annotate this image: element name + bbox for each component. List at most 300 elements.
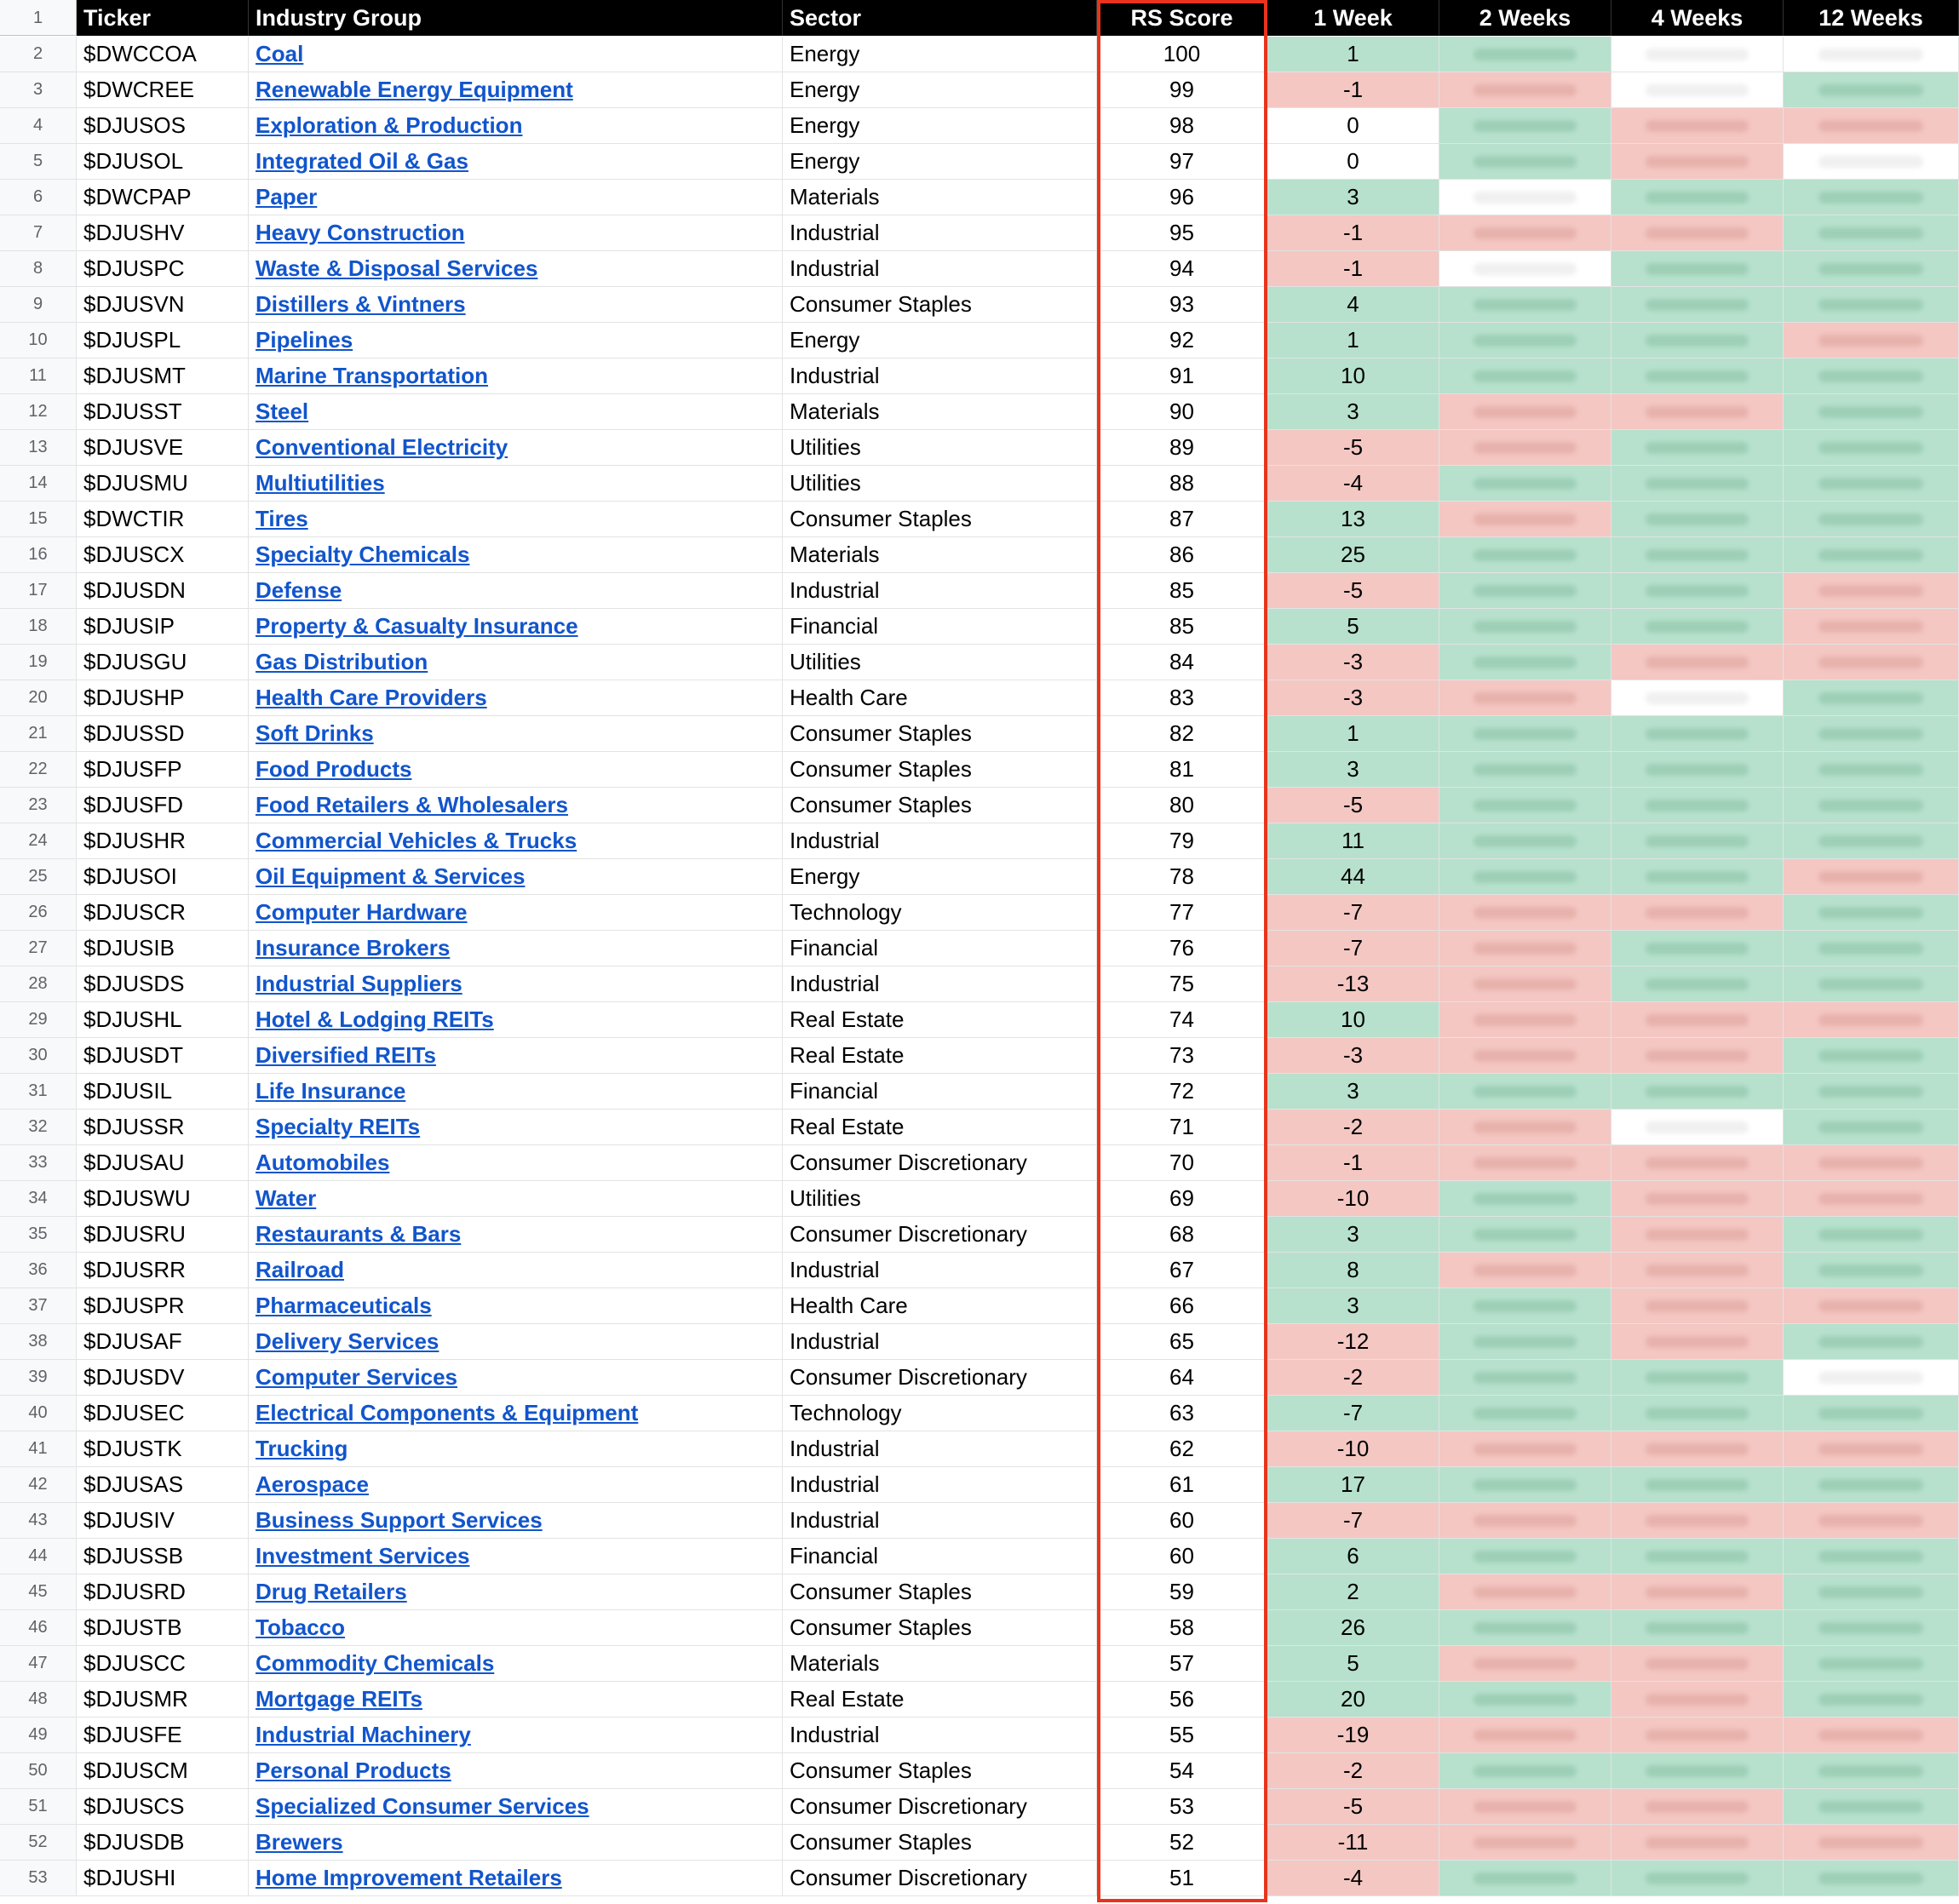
week1-change-cell[interactable]: -5 [1267,1789,1439,1825]
industry-group-link[interactable]: Paper [256,184,318,209]
ticker-cell[interactable]: $DJUSSB [77,1539,249,1574]
industry-group-cell[interactable] [249,215,783,251]
rs-score-cell[interactable]: 58 [1097,1610,1267,1646]
industry-group-cell[interactable] [249,1718,783,1753]
ticker-cell[interactable]: $DJUSFP [77,752,249,788]
industry-group-cell[interactable] [249,1002,783,1038]
industry-group-cell[interactable] [249,1574,783,1610]
industry-group-cell[interactable] [249,716,783,752]
week12-blurred-cell[interactable] [1784,1789,1959,1825]
industry-group-cell[interactable] [249,1074,783,1110]
industry-group-link[interactable]: Diversified REITs [256,1042,436,1068]
ticker-cell[interactable]: $DJUSVE [77,430,249,466]
week12-blurred-cell[interactable] [1784,752,1959,788]
week4-blurred-cell[interactable] [1611,716,1784,752]
row-number[interactable]: 12 [0,394,77,430]
week12-blurred-cell[interactable] [1784,1753,1959,1789]
industry-group-cell[interactable] [249,37,783,72]
week2-blurred-cell[interactable] [1439,323,1611,358]
week1-change-cell[interactable]: -10 [1267,1181,1439,1217]
week1-change-cell[interactable]: -1 [1267,72,1439,108]
week1-change-cell[interactable]: 11 [1267,823,1439,859]
rs-score-cell[interactable]: 76 [1097,931,1267,966]
week2-blurred-cell[interactable] [1439,537,1611,573]
week2-blurred-cell[interactable] [1439,1396,1611,1431]
row-number[interactable]: 1 [0,0,77,36]
row-number[interactable]: 39 [0,1360,77,1396]
industry-group-cell[interactable] [249,1145,783,1181]
ticker-cell[interactable]: $DJUSVN [77,287,249,323]
rs-score-cell[interactable]: 68 [1097,1217,1267,1253]
industry-group-link[interactable]: Automobiles [256,1150,390,1175]
rs-score-cell[interactable]: 97 [1097,144,1267,180]
sector-cell[interactable]: Financial [783,931,1097,966]
ticker-cell[interactable]: $DJUSHR [77,823,249,859]
rs-score-cell[interactable]: 78 [1097,859,1267,895]
ticker-cell[interactable]: $DJUSSD [77,716,249,752]
rs-score-cell[interactable]: 86 [1097,537,1267,573]
week1-change-cell[interactable]: -1 [1267,251,1439,287]
ticker-cell[interactable]: $DJUSCC [77,1646,249,1682]
industry-group-cell[interactable] [249,1503,783,1539]
industry-group-link[interactable]: Food Products [256,756,412,782]
rs-score-cell[interactable]: 54 [1097,1753,1267,1789]
week12-blurred-cell[interactable] [1784,1718,1959,1753]
industry-group-link[interactable]: Trucking [256,1436,348,1461]
industry-group-link[interactable]: Heavy Construction [256,220,465,245]
ticker-cell[interactable]: $DJUSGU [77,645,249,680]
week1-change-cell[interactable]: -13 [1267,966,1439,1002]
industry-group-cell[interactable] [249,1288,783,1324]
week4-blurred-cell[interactable] [1611,144,1784,180]
week4-blurred-cell[interactable] [1611,1396,1784,1431]
week2-blurred-cell[interactable] [1439,1825,1611,1861]
week1-change-cell[interactable]: 3 [1267,1288,1439,1324]
week12-blurred-cell[interactable] [1784,144,1959,180]
week2-blurred-cell[interactable] [1439,788,1611,823]
industry-group-link[interactable]: Investment Services [256,1543,470,1569]
rs-score-cell[interactable]: 84 [1097,645,1267,680]
week1-change-cell[interactable]: -7 [1267,895,1439,931]
week1-change-cell[interactable]: -5 [1267,788,1439,823]
rs-score-cell[interactable]: 98 [1097,108,1267,144]
industry-group-link[interactable]: Oil Equipment & Services [256,863,526,889]
row-number[interactable]: 51 [0,1789,77,1825]
week1-change-cell[interactable]: 5 [1267,1646,1439,1682]
industry-group-cell[interactable] [249,573,783,609]
week2-blurred-cell[interactable] [1439,1288,1611,1324]
week2-blurred-cell[interactable] [1439,358,1611,394]
rs-score-cell[interactable]: 66 [1097,1288,1267,1324]
week12-blurred-cell[interactable] [1784,466,1959,502]
week1-change-cell[interactable]: -3 [1267,680,1439,716]
sector-cell[interactable]: Real Estate [783,1682,1097,1718]
rs-score-cell[interactable]: 57 [1097,1646,1267,1682]
week1-change-cell[interactable]: 10 [1267,1002,1439,1038]
week4-blurred-cell[interactable] [1611,1324,1784,1360]
rs-score-cell[interactable]: 96 [1097,180,1267,215]
industry-group-cell[interactable] [249,609,783,645]
week4-blurred-cell[interactable] [1611,931,1784,966]
industry-group-link[interactable]: Hotel & Lodging REITs [256,1006,494,1032]
industry-group-cell[interactable] [249,966,783,1002]
week1-change-cell[interactable]: -2 [1267,1110,1439,1145]
rs-score-cell[interactable]: 65 [1097,1324,1267,1360]
ticker-cell[interactable]: $DJUSHI [77,1861,249,1896]
week4-blurred-cell[interactable] [1611,1145,1784,1181]
week1-change-cell[interactable]: -1 [1267,1145,1439,1181]
week1-change-cell[interactable]: 25 [1267,537,1439,573]
week2-blurred-cell[interactable] [1439,1181,1611,1217]
week12-blurred-cell[interactable] [1784,108,1959,144]
sector-cell[interactable]: Consumer Staples [783,752,1097,788]
week12-blurred-cell[interactable] [1784,1038,1959,1074]
sector-cell[interactable]: Consumer Staples [783,788,1097,823]
sector-cell[interactable]: Utilities [783,1181,1097,1217]
industry-group-link[interactable]: Business Support Services [256,1507,543,1533]
ticker-cell[interactable]: $DJUSWU [77,1181,249,1217]
week1-change-cell[interactable]: 1 [1267,37,1439,72]
week12-blurred-cell[interactable] [1784,1825,1959,1861]
industry-group-link[interactable]: Tobacco [256,1614,345,1640]
industry-group-link[interactable]: Coal [256,41,304,66]
industry-group-cell[interactable] [249,144,783,180]
sector-cell[interactable]: Industrial [783,1324,1097,1360]
ticker-cell[interactable]: $DJUSCS [77,1789,249,1825]
rs-score-cell[interactable]: 82 [1097,716,1267,752]
week4-blurred-cell[interactable] [1611,966,1784,1002]
week1-change-cell[interactable]: -5 [1267,573,1439,609]
industry-group-link[interactable]: Water [256,1185,317,1211]
week2-blurred-cell[interactable] [1439,716,1611,752]
ticker-cell[interactable]: $DJUSCX [77,537,249,573]
row-number[interactable]: 6 [0,180,77,215]
industry-group-cell[interactable] [249,430,783,466]
week1-change-cell[interactable]: 44 [1267,859,1439,895]
industry-group-cell[interactable] [249,752,783,788]
industry-group-link[interactable]: Commodity Chemicals [256,1650,495,1676]
sector-cell[interactable]: Financial [783,1539,1097,1574]
sector-cell[interactable]: Health Care [783,680,1097,716]
industry-group-link[interactable]: Computer Services [256,1364,457,1390]
week2-blurred-cell[interactable] [1439,1789,1611,1825]
ticker-cell[interactable]: $DJUSSR [77,1110,249,1145]
industry-group-link[interactable]: Life Insurance [256,1078,406,1104]
industry-group-cell[interactable] [249,1110,783,1145]
row-number[interactable]: 27 [0,931,77,966]
row-number[interactable]: 3 [0,72,77,108]
week12-blurred-cell[interactable] [1784,502,1959,537]
week1-change-cell[interactable]: 3 [1267,1074,1439,1110]
week2-blurred-cell[interactable] [1439,430,1611,466]
week2-blurred-cell[interactable] [1439,1360,1611,1396]
week12-blurred-cell[interactable] [1784,1002,1959,1038]
industry-group-link[interactable]: Brewers [256,1829,343,1855]
rs-score-cell[interactable]: 100 [1097,37,1267,72]
industry-group-cell[interactable] [249,1825,783,1861]
rs-score-cell[interactable]: 52 [1097,1825,1267,1861]
week4-blurred-cell[interactable] [1611,215,1784,251]
week4-blurred-cell[interactable] [1611,1002,1784,1038]
rs-score-cell[interactable]: 77 [1097,895,1267,931]
week4-blurred-cell[interactable] [1611,645,1784,680]
week4-blurred-cell[interactable] [1611,680,1784,716]
industry-group-cell[interactable] [249,645,783,680]
week2-blurred-cell[interactable] [1439,1682,1611,1718]
week12-blurred-cell[interactable] [1784,1360,1959,1396]
sector-cell[interactable]: Financial [783,609,1097,645]
industry-group-link[interactable]: Steel [256,399,309,424]
week12-blurred-cell[interactable] [1784,823,1959,859]
ticker-cell[interactable]: $DJUSAS [77,1467,249,1503]
rs-score-cell[interactable]: 73 [1097,1038,1267,1074]
industry-group-link[interactable]: Home Improvement Retailers [256,1865,562,1890]
ticker-cell[interactable]: $DWCTIR [77,502,249,537]
week2-blurred-cell[interactable] [1439,573,1611,609]
sector-cell[interactable]: Health Care [783,1288,1097,1324]
week12-blurred-cell[interactable] [1784,1217,1959,1253]
row-number[interactable]: 31 [0,1074,77,1110]
ticker-cell[interactable]: $DJUSTK [77,1431,249,1467]
row-number[interactable]: 26 [0,895,77,931]
week2-blurred-cell[interactable] [1439,1038,1611,1074]
week2-blurred-cell[interactable] [1439,72,1611,108]
week1-change-cell[interactable]: 2 [1267,1574,1439,1610]
week1-change-cell[interactable]: 20 [1267,1682,1439,1718]
week2-blurred-cell[interactable] [1439,966,1611,1002]
header-industry-group[interactable]: Industry Group [249,0,783,36]
industry-group-link[interactable]: Soft Drinks [256,720,374,746]
sector-cell[interactable]: Consumer Staples [783,716,1097,752]
week1-change-cell[interactable]: 13 [1267,502,1439,537]
industry-group-cell[interactable] [249,1646,783,1682]
rs-score-cell[interactable]: 51 [1097,1861,1267,1896]
week12-blurred-cell[interactable] [1784,859,1959,895]
week12-blurred-cell[interactable] [1784,1539,1959,1574]
week4-blurred-cell[interactable] [1611,1646,1784,1682]
week4-blurred-cell[interactable] [1611,251,1784,287]
industry-group-link[interactable]: Personal Products [256,1758,451,1783]
week4-blurred-cell[interactable] [1611,1861,1784,1896]
industry-group-cell[interactable] [249,1610,783,1646]
rs-score-cell[interactable]: 85 [1097,573,1267,609]
sector-cell[interactable]: Industrial [783,1718,1097,1753]
week2-blurred-cell[interactable] [1439,502,1611,537]
week1-change-cell[interactable]: -5 [1267,430,1439,466]
industry-group-cell[interactable] [249,931,783,966]
row-number[interactable]: 4 [0,108,77,144]
sector-cell[interactable]: Industrial [783,1503,1097,1539]
industry-group-link[interactable]: Restaurants & Bars [256,1221,462,1247]
row-number[interactable]: 46 [0,1610,77,1646]
industry-group-cell[interactable] [249,1539,783,1574]
week2-blurred-cell[interactable] [1439,1503,1611,1539]
week12-blurred-cell[interactable] [1784,788,1959,823]
week4-blurred-cell[interactable] [1611,180,1784,215]
header-4-weeks[interactable]: 4 Weeks [1611,0,1784,36]
rs-score-cell[interactable]: 87 [1097,502,1267,537]
sector-cell[interactable]: Consumer Staples [783,1610,1097,1646]
industry-group-link[interactable]: Food Retailers & Wholesalers [256,792,568,817]
rs-score-cell[interactable]: 53 [1097,1789,1267,1825]
row-number[interactable]: 52 [0,1825,77,1861]
sector-cell[interactable]: Technology [783,1396,1097,1431]
row-number[interactable]: 25 [0,859,77,895]
industry-group-link[interactable]: Computer Hardware [256,899,468,925]
row-number[interactable]: 17 [0,573,77,609]
week2-blurred-cell[interactable] [1439,1574,1611,1610]
week1-change-cell[interactable]: 1 [1267,716,1439,752]
sector-cell[interactable]: Consumer Discretionary [783,1145,1097,1181]
week4-blurred-cell[interactable] [1611,1110,1784,1145]
week1-change-cell[interactable]: -2 [1267,1753,1439,1789]
industry-group-cell[interactable] [249,1753,783,1789]
ticker-cell[interactable]: $DJUSPR [77,1288,249,1324]
week2-blurred-cell[interactable] [1439,287,1611,323]
week4-blurred-cell[interactable] [1611,287,1784,323]
week12-blurred-cell[interactable] [1784,609,1959,645]
rs-score-cell[interactable]: 85 [1097,609,1267,645]
ticker-cell[interactable]: $DJUSDS [77,966,249,1002]
industry-group-link[interactable]: Waste & Disposal Services [256,255,538,281]
industry-group-link[interactable]: Electrical Components & Equipment [256,1400,639,1425]
week2-blurred-cell[interactable] [1439,1110,1611,1145]
rs-score-cell[interactable]: 72 [1097,1074,1267,1110]
week4-blurred-cell[interactable] [1611,895,1784,931]
week4-blurred-cell[interactable] [1611,1610,1784,1646]
week1-change-cell[interactable]: 0 [1267,144,1439,180]
week1-change-cell[interactable]: 6 [1267,1539,1439,1574]
rs-score-cell[interactable]: 60 [1097,1503,1267,1539]
rs-score-cell[interactable]: 79 [1097,823,1267,859]
week2-blurred-cell[interactable] [1439,859,1611,895]
week1-change-cell[interactable]: 3 [1267,752,1439,788]
week12-blurred-cell[interactable] [1784,1324,1959,1360]
rs-score-cell[interactable]: 92 [1097,323,1267,358]
week4-blurred-cell[interactable] [1611,430,1784,466]
rs-score-cell[interactable]: 94 [1097,251,1267,287]
week12-blurred-cell[interactable] [1784,358,1959,394]
week2-blurred-cell[interactable] [1439,931,1611,966]
ticker-cell[interactable]: $DJUSPC [77,251,249,287]
week1-change-cell[interactable]: -4 [1267,466,1439,502]
week4-blurred-cell[interactable] [1611,394,1784,430]
industry-group-link[interactable]: Pharmaceuticals [256,1293,432,1318]
week12-blurred-cell[interactable] [1784,966,1959,1002]
industry-group-cell[interactable] [249,1682,783,1718]
sector-cell[interactable]: Utilities [783,430,1097,466]
row-number[interactable]: 18 [0,609,77,645]
row-number[interactable]: 36 [0,1253,77,1288]
industry-group-link[interactable]: Mortgage REITs [256,1686,422,1712]
industry-group-cell[interactable] [249,394,783,430]
ticker-cell[interactable]: $DJUSDB [77,1825,249,1861]
sector-cell[interactable]: Materials [783,537,1097,573]
industry-group-link[interactable]: Gas Distribution [256,649,428,674]
industry-group-link[interactable]: Conventional Electricity [256,434,508,460]
industry-group-cell[interactable] [249,1181,783,1217]
week2-blurred-cell[interactable] [1439,1753,1611,1789]
industry-group-link[interactable]: Multiutilities [256,470,385,496]
week4-blurred-cell[interactable] [1611,1789,1784,1825]
week12-blurred-cell[interactable] [1784,72,1959,108]
row-number[interactable]: 13 [0,430,77,466]
week4-blurred-cell[interactable] [1611,537,1784,573]
week12-blurred-cell[interactable] [1784,1288,1959,1324]
industry-group-link[interactable]: Delivery Services [256,1328,439,1354]
week4-blurred-cell[interactable] [1611,1181,1784,1217]
week1-change-cell[interactable]: -7 [1267,1396,1439,1431]
week12-blurred-cell[interactable] [1784,1145,1959,1181]
week4-blurred-cell[interactable] [1611,1074,1784,1110]
row-number[interactable]: 53 [0,1861,77,1896]
week2-blurred-cell[interactable] [1439,1217,1611,1253]
week1-change-cell[interactable]: -19 [1267,1718,1439,1753]
row-number[interactable]: 7 [0,215,77,251]
week4-blurred-cell[interactable] [1611,859,1784,895]
rs-score-cell[interactable]: 93 [1097,287,1267,323]
week1-change-cell[interactable]: 3 [1267,394,1439,430]
ticker-cell[interactable]: $DJUSPL [77,323,249,358]
sector-cell[interactable]: Materials [783,394,1097,430]
ticker-cell[interactable]: $DJUSFE [77,1718,249,1753]
sector-cell[interactable]: Energy [783,323,1097,358]
week12-blurred-cell[interactable] [1784,215,1959,251]
row-number[interactable]: 23 [0,788,77,823]
week12-blurred-cell[interactable] [1784,1467,1959,1503]
ticker-cell[interactable]: $DJUSMU [77,466,249,502]
industry-group-cell[interactable] [249,251,783,287]
ticker-cell[interactable]: $DJUSRR [77,1253,249,1288]
ticker-cell[interactable]: $DWCREE [77,72,249,108]
sector-cell[interactable]: Materials [783,180,1097,215]
ticker-cell[interactable]: $DJUSFD [77,788,249,823]
industry-group-cell[interactable] [249,1861,783,1896]
week1-change-cell[interactable]: -11 [1267,1825,1439,1861]
sector-cell[interactable]: Real Estate [783,1002,1097,1038]
week1-change-cell[interactable]: 4 [1267,287,1439,323]
industry-group-cell[interactable] [249,1467,783,1503]
rs-score-cell[interactable]: 71 [1097,1110,1267,1145]
week1-change-cell[interactable]: -10 [1267,1431,1439,1467]
row-number[interactable]: 2 [0,37,77,72]
week1-change-cell[interactable]: 3 [1267,180,1439,215]
week1-change-cell[interactable]: -7 [1267,1503,1439,1539]
header-1-week[interactable]: 1 Week [1267,0,1439,36]
sector-cell[interactable]: Financial [783,1074,1097,1110]
industry-group-cell[interactable] [249,466,783,502]
week12-blurred-cell[interactable] [1784,573,1959,609]
ticker-cell[interactable]: $DJUSCR [77,895,249,931]
row-number[interactable]: 40 [0,1396,77,1431]
ticker-cell[interactable]: $DJUSHV [77,215,249,251]
week2-blurred-cell[interactable] [1439,215,1611,251]
row-number[interactable]: 43 [0,1503,77,1539]
week1-change-cell[interactable]: -4 [1267,1861,1439,1896]
row-number[interactable]: 15 [0,502,77,537]
week1-change-cell[interactable]: -1 [1267,215,1439,251]
rs-score-cell[interactable]: 91 [1097,358,1267,394]
week12-blurred-cell[interactable] [1784,1503,1959,1539]
week4-blurred-cell[interactable] [1611,752,1784,788]
week2-blurred-cell[interactable] [1439,680,1611,716]
row-number[interactable]: 45 [0,1574,77,1610]
week12-blurred-cell[interactable] [1784,645,1959,680]
week12-blurred-cell[interactable] [1784,1253,1959,1288]
industry-group-link[interactable]: Specialty Chemicals [256,542,470,567]
week4-blurred-cell[interactable] [1611,323,1784,358]
row-number[interactable]: 19 [0,645,77,680]
